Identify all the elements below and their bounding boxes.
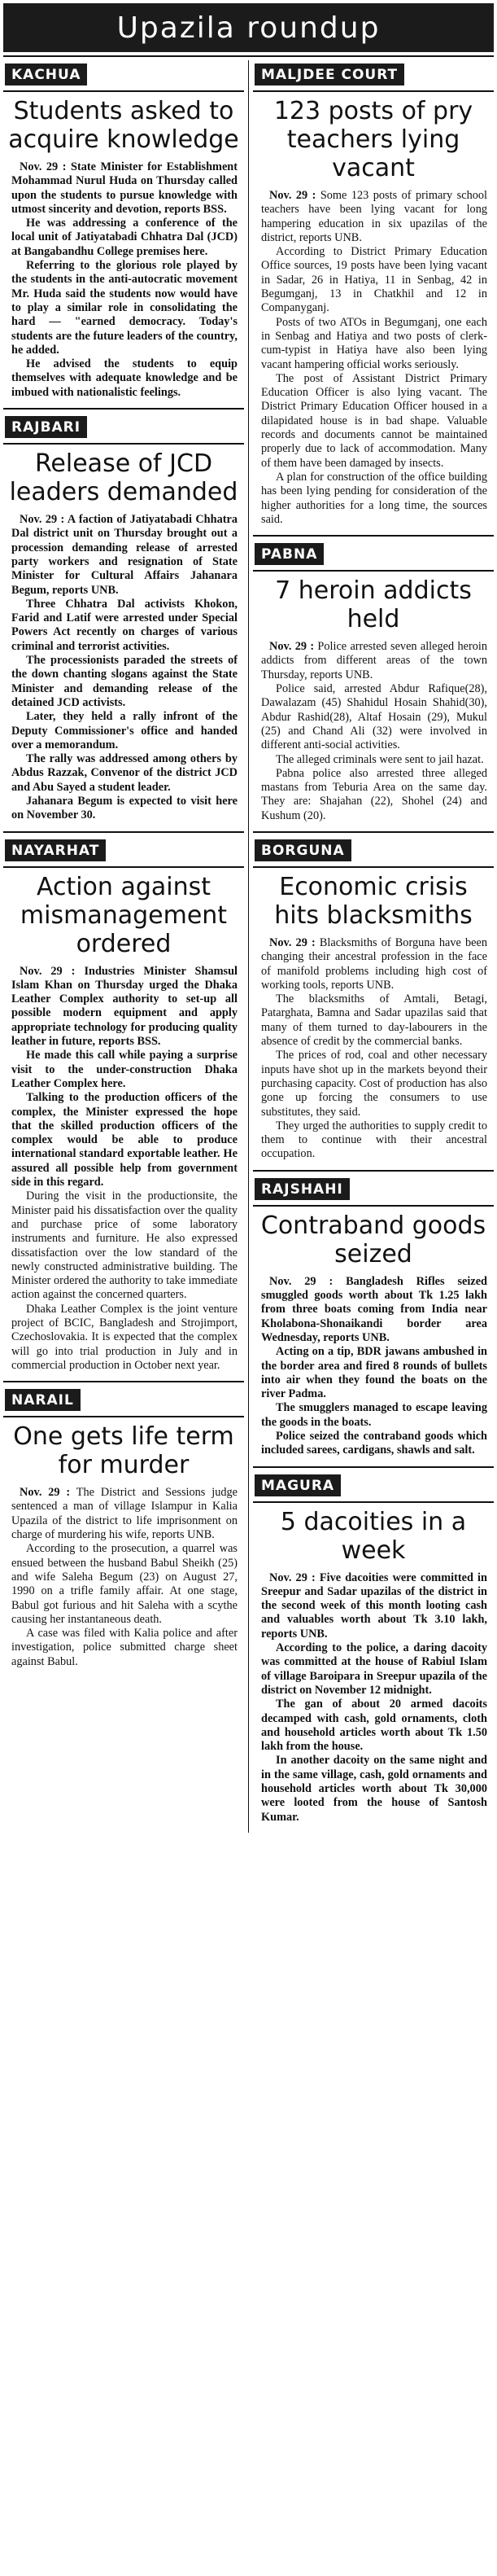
headline: 5 dacoities in a week — [280, 1507, 467, 1565]
story-date: Nov. 29 : — [269, 935, 316, 949]
paragraph-text: He was addressing a conference of the local unit of Jatiyatabadi Chhatra Dal (JCD) at Bangabandhu College premises here. — [11, 217, 238, 258]
paragraph-text: A plan for construction of the office building has been lying pending for consideration of the higher authorities for a long time, the sources said. — [261, 470, 487, 526]
dateline: MALJDEE COURT — [255, 64, 404, 85]
paragraph-text: The prices of rod, coal and other necessary inputs have shot up in the markets beyond their purchasing capacity. Cost of production has also gone up forcing the consumers to use substitutes, they said. — [261, 1049, 487, 1119]
story-body — [11, 965, 238, 1373]
paragraph — [261, 767, 487, 823]
paragraph-text: Three Chhatra Dal activists Khokon, Farid and Latif were arrested under Special Powers Act recently on charges of various criminal and terrorist activities. — [11, 597, 238, 653]
headline: 7 heroin addicts held — [275, 576, 472, 634]
paragraph-text: Pabna police also arrested three alleged mastans from Teburia Area on the same day. They are: Shajahan (22), Shohel (24) and Kushum (20). — [261, 766, 487, 822]
paragraph — [11, 1542, 238, 1627]
story-spacer — [3, 1669, 244, 1677]
paragraph-text: The District and Sessions judge sentenced a man of village Islampur in Kalia Upazila of the district to life imprisonment on charge of murdering his wife, reports UNB. — [11, 1486, 238, 1542]
story-date: Nov. 29 : — [20, 964, 76, 978]
dateline-band — [3, 410, 244, 445]
paragraph — [261, 1571, 487, 1641]
story-nayarhat — [3, 833, 244, 1383]
dateline: NAYARHAT — [5, 839, 106, 861]
dateline-band — [3, 833, 244, 868]
paragraph-text: Some 123 posts of primary school teachers have been lying vacant for long hampering education in six upazilas of the district, reports UNB. — [261, 189, 487, 244]
left-column — [3, 57, 244, 1833]
headline: 123 posts of pry teachers lying vacant — [273, 97, 473, 182]
paragraph — [11, 513, 238, 598]
paragraph-text: Blacksmiths of Borguna have been changing their ancestral profession in the face of manifold problems including high cost of working tools, reports UNB. — [261, 935, 487, 992]
dateline: KACHUA — [5, 64, 87, 85]
paragraph — [261, 189, 487, 245]
paragraph-text: Industries Minister Shamsul Islam Khan on Thursday urged the Dhaka Leather Complex authority to set-up all possible modern equipment and apply appropriate technology for producing quality leather in future, reports BSS. — [11, 964, 238, 1049]
dateline: BORGUNA — [255, 839, 351, 861]
paragraph — [261, 936, 487, 992]
paragraph — [11, 259, 238, 357]
paragraph — [261, 1401, 487, 1430]
story-body — [11, 1486, 238, 1669]
paragraph-text: In another dacoity on the same night and in the same village, cash, gold ornaments and household articles worth about Tk 30,000 were looted from the house of Santosh Kumar. — [261, 1754, 487, 1824]
paragraph-text: Later, they held a rally infront of the Deputy Commissioner's office and handed over a memorandum. — [11, 710, 238, 751]
dateline: RAJSHAHI — [255, 1178, 350, 1200]
paragraph — [261, 992, 487, 1049]
paragraph — [11, 710, 238, 752]
dateline-band — [253, 57, 494, 92]
paragraph — [11, 217, 238, 259]
paragraph — [261, 1275, 487, 1345]
story-date: Nov. 29 : — [269, 1274, 334, 1288]
paragraph — [261, 1345, 487, 1401]
story-spacer — [253, 1458, 494, 1466]
paragraph — [11, 1189, 238, 1302]
paragraph-text: The smugglers managed to escape leaving the goods in the boats. — [261, 1401, 487, 1429]
story-date: Nov. 29 : — [269, 189, 316, 202]
story-body — [261, 640, 487, 823]
paragraph-text: Jahanara Begum is expected to visit here on November 30. — [11, 794, 238, 822]
story-spacer — [3, 400, 244, 408]
paragraph-text: He advised the students to equip themselves with adequate knowledge and be imbued with nationalistic feelings. — [11, 357, 238, 399]
story-date: Nov. 29 : — [269, 1571, 316, 1584]
story-date: Nov. 29 : — [20, 513, 65, 527]
paragraph-text: The rally was addressed among others by Abdus Razzak, Convenor of the district JCD and Abu Sayed a student leader. — [11, 752, 238, 794]
paragraph-text: The post of Assistant District Primary Education Officer is also lying vacant. The District Primary Education Officer housed in a dilapidated house is in bad shape. Valuable records and documents cannot be maintained properly due to lack of accommodation. Many of them have been damaged by insects. — [261, 371, 487, 470]
paragraph — [261, 1049, 487, 1119]
paragraph — [11, 1627, 238, 1669]
paragraph-text: A case was filed with Kalia police and after investigation, police submitted charge sheet against Babul. — [11, 1627, 238, 1668]
column-divider — [248, 60, 249, 1833]
story-body — [261, 189, 487, 527]
story-pabna — [253, 537, 494, 833]
dateline-band — [3, 57, 244, 92]
paragraph-text: Five dacoities were committed in Sreepur and Sadar upazilas of the district in the second week of this month looting cash and valuables worth about Tk 3.10 lakh, reports UNB. — [261, 1571, 487, 1641]
paragraph-text: Talking to the production officers of the complex, the Minister expressed the hope that the skilled production officers of the complex would be able to produce international standard exportable leather. He assured all possible help from government side in this regard. — [11, 1091, 238, 1189]
dateline-band — [3, 1382, 244, 1417]
paragraph — [11, 357, 238, 400]
paragraph — [11, 160, 238, 217]
story-date: Nov. 29 : — [20, 160, 67, 173]
paragraph-text: Referring to the glorious role played by the students in the anti-autocratic movement Mr. Huda said the students now would have to play a similar role in consolidating the hard — "earned democracy. Today's students are the future leaders of the country, he added. — [11, 259, 238, 357]
section-banner — [3, 3, 494, 52]
paragraph — [261, 682, 487, 752]
paragraph-text: The processionists paraded the streets of the down chanting slogans against the State Minister and demanding release of the detained JCD activists. — [11, 654, 238, 709]
paragraph-text: They urged the authorities to supply credit to them to continue with their ancestral occupation. — [261, 1119, 487, 1161]
paragraph — [261, 1119, 487, 1162]
paragraph-text: Police said, arrested Abdur Rafique(28), Dawalazam (45) Shahidul Hosain Shahid(30), Abdur Rashid(28), Altaf Hosain (29), Mukul (25) and Chand Ali (32) were involved in different anti-social activities. — [261, 682, 487, 752]
story-body — [11, 160, 238, 400]
paragraph — [11, 1049, 238, 1091]
paragraph-text: According to the police, a daring dacoity was committed at the house of Rabiul Islam of village Baroipara in Sreepur upazila of the district on November 12 midnight. — [261, 1641, 487, 1697]
story-spacer — [3, 823, 244, 831]
paragraph-text: The alleged criminals were sent to jail hazat. — [276, 752, 484, 766]
paragraph — [11, 965, 238, 1049]
news-columns — [0, 57, 497, 1833]
paragraph-text: State Minister for Establishment Mohammad Nurul Huda on Thursday called upon the students to pursue knowledge with utmost sincerity and devotion, reports BSS. — [11, 160, 238, 216]
dateline-band — [253, 1172, 494, 1207]
paragraph-text: Dhaka Leather Complex is the joint venture project of BCIC, Bangladesh and Strojimport, Czechoslovakia. It is expected that the complex will go into trial production in July and in commercial production in October next year. — [11, 1302, 238, 1372]
paragraph-text: Bangladesh Rifles seized smuggled goods worth about Tk 1.25 lakh from three boats coming from India near Kholabona-Shonaikandi border area Wednesday, reports UNB. — [261, 1274, 487, 1344]
paragraph — [261, 753, 487, 767]
headline: One gets life term for murder — [13, 1422, 234, 1480]
paragraph-text: The blacksmiths of Amtali, Betagi, Patarghata, Bamna and Sadar upazilas said that many of them turned to day-labourers in the absence of credit by the commercial banks. — [261, 992, 487, 1049]
paragraph — [11, 795, 238, 823]
story-body — [261, 1275, 487, 1458]
paragraph — [11, 1303, 238, 1373]
paragraph — [11, 1486, 238, 1542]
paragraph — [11, 654, 238, 710]
paragraph — [261, 1641, 487, 1698]
paragraph-text: Police arrested seven alleged heroin addicts from different areas of the town Thursday, reports UNB. — [261, 640, 487, 681]
story-narail — [3, 1382, 244, 1677]
paragraph — [11, 1091, 238, 1189]
story-maljdee-court — [253, 57, 494, 537]
dateline-band — [253, 537, 494, 572]
paragraph-text: According to the prosecution, a quarrel was ensued between the husband Babul Sheikh (25) and wife Saleha Begum (23) on August 27, 1990 on a trifle family affair. At one stage, Babul got furious and hit Saleha with a scythe causing her instantaneous death. — [11, 1542, 238, 1626]
dateline: PABNA — [255, 543, 324, 565]
story-magura — [253, 1468, 494, 1833]
headline: Economic crisis hits blacksmiths — [274, 872, 473, 930]
paragraph — [261, 471, 487, 527]
story-rajshahi — [253, 1172, 494, 1468]
headline: Students asked to acquire knowledge — [8, 97, 239, 154]
paragraph — [11, 598, 238, 654]
paragraph — [261, 245, 487, 315]
paragraph-text: A faction of Jatiyatabadi Chhatra Dal district unit on Thursday brought out a procession demanding release of arrested party workers and resignation of State Minister for Cultural Affairs Jahanara Begum, reports UNB. — [11, 513, 238, 597]
paragraph — [11, 752, 238, 795]
headline: Release of JCD leaders demanded — [9, 449, 238, 507]
story-date: Nov. 29 : — [269, 640, 315, 654]
paragraph-text: According to District Primary Education Office sources, 19 posts have been lying vacant in Sadar, 26 in Hatiya, 11 in Senbag, 42 in Begumganj, 13 in Chatkhil and 12 in Companyganj. — [261, 245, 487, 315]
paragraph-text: Police seized the contraband goods which included sarees, cardigans, shawls and salt. — [261, 1430, 487, 1457]
section-title: Upazila roundup — [116, 11, 381, 45]
story-date: Nov. 29 : — [20, 1486, 71, 1500]
dateline-band — [253, 833, 494, 868]
story-borguna — [253, 833, 494, 1172]
paragraph-text: The gan of about 20 armed dacoits decamped with cash, gold ornaments, cloth and household articles worth about Tk 1.50 lakh from the house. — [261, 1698, 487, 1754]
story-kachua — [3, 57, 244, 410]
story-body — [11, 513, 238, 823]
paragraph-text: Posts of two ATOs in Begumganj, one each in Senbag and Hatiya and two posts of clerk-cum-typist in Hatiya have also been lying vacant hampering official works seriously. — [261, 315, 487, 371]
paragraph-text: He made this call while paying a surprise visit to the under-construction Dhaka Leather Complex here. — [11, 1049, 238, 1090]
paragraph — [261, 316, 487, 372]
story-body — [261, 1571, 487, 1825]
dateline: RAJBARI — [5, 416, 87, 438]
paragraph — [261, 372, 487, 471]
paragraph — [261, 1754, 487, 1824]
headline: Action against mismanagement ordered — [20, 872, 228, 958]
dateline-band — [253, 1468, 494, 1503]
dateline: MAGURA — [255, 1474, 341, 1496]
right-column — [253, 57, 494, 1833]
story-spacer — [253, 823, 494, 831]
story-spacer — [253, 1162, 494, 1170]
story-body — [261, 936, 487, 1162]
paragraph — [261, 1698, 487, 1754]
paragraph-text: During the visit in the productionsite, the Minister paid his dissatisfaction over the quality and purchase price of some laboratory instruments and furniture. He also expressed dissatisfaction over the low standard of the newly constructed administrative building. The Minister ordered the authority to take immediate action against the concerned quarters. — [11, 1189, 238, 1302]
story-spacer — [253, 1825, 494, 1833]
paragraph — [261, 640, 487, 682]
story-spacer — [3, 1373, 244, 1381]
paragraph-text: Acting on a tip, BDR jawans ambushed in the border area and fired 8 rounds of bullets into air when they found the boats on the river Padma. — [261, 1345, 487, 1401]
story-spacer — [253, 527, 494, 535]
dateline: NARAIL — [5, 1389, 81, 1411]
headline: Contraband goods seized — [260, 1211, 486, 1268]
paragraph — [261, 1430, 487, 1458]
story-rajbari — [3, 410, 244, 833]
